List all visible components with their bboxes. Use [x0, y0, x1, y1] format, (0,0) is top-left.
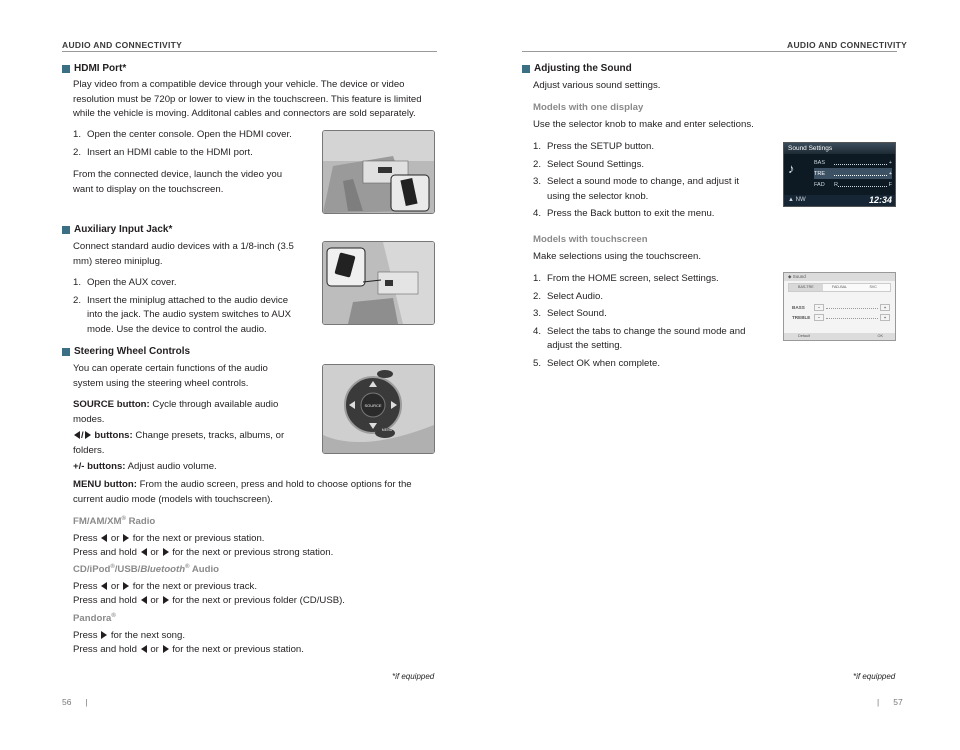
header-rule — [62, 51, 437, 52]
pandora-line-2: Press and hold or for the next or previous station. — [73, 644, 304, 655]
compass-readout: ▲ NW — [788, 197, 806, 203]
list-item: 3. Select Sound. — [533, 308, 607, 319]
list-item: 2. Insert an HDMI cable to the HDMI port. — [73, 146, 253, 158]
back-icon: ◆ — [788, 274, 792, 279]
footnote: *if equipped — [392, 672, 435, 681]
radio-line-2: Press and hold or for the next or previous strong station. — [73, 547, 334, 558]
pandora-line-1: Press for the next song. — [73, 630, 186, 641]
aux-jack-photo — [322, 241, 435, 325]
left-arrow-icon — [74, 431, 80, 439]
list-item: 1. Press the SETUP button. — [533, 141, 655, 152]
screen-title: Sound Settings — [784, 143, 895, 154]
list-item: 2. Select Sound Settings. — [533, 158, 645, 170]
cd-subheading: CD/iPod®/USB/Bluetooth® Audio — [73, 564, 219, 576]
radio-subheading: FM/AM/XM® Radio — [73, 516, 156, 528]
page-header: AUDIO AND CONNECTIVITY — [62, 40, 183, 50]
list-item: TREBLE − + — [792, 312, 890, 322]
list-item: BASS − + — [792, 302, 890, 312]
touchscreen-body: Make selections using the touchscreen. — [533, 251, 701, 262]
list-item: 4. Press the Back button to exit the menu. — [533, 208, 715, 219]
page-number: | 57 — [877, 697, 903, 707]
tab-svc: SVC — [869, 285, 877, 289]
list-item: 3. Select a sound mode to change, and adjust it using the selector knob. — [533, 176, 740, 202]
hdmi-body: Play video from a compatible device through your vehicle. The device or video resolution must be 720p or lower to view in the touchscreen. This feature is limited while the vehicle is moving. Additonal cables and connectors are sold separately. — [73, 79, 422, 119]
right-arrow-icon — [163, 596, 169, 604]
left-arrow-icon — [141, 645, 147, 653]
tab-bas-tre: BAS-TRE — [789, 284, 823, 291]
page-57 — [480, 0, 960, 750]
hdmi-port-photo — [322, 130, 435, 214]
bullet-square-icon — [522, 65, 530, 73]
list-item: TRE + — [814, 168, 892, 179]
clock: 12:34 — [868, 195, 892, 205]
one-display-subheading: Models with one display — [533, 102, 644, 113]
tab-fad-bal: FAD-BAL — [832, 285, 847, 289]
right-arrow-icon — [163, 645, 169, 653]
touchscreen-subheading: Models with touchscreen — [533, 234, 648, 245]
header-rule — [522, 51, 897, 52]
section-title-steering: Steering Wheel Controls — [62, 346, 190, 357]
volume-buttons-desc: +/- buttons: Adjust audio volume. — [73, 461, 217, 472]
screen-footer — [784, 333, 895, 340]
page-number: 56 | — [62, 697, 88, 707]
menu-button-desc: MENU button: From the audio screen, press and hold to choose options for the current audio mode (models with touchscreen). — [73, 479, 412, 505]
default-button: Default — [798, 334, 811, 338]
steering-body: You can operate certain functions of the audio system using the steering wheel controls. — [73, 363, 268, 389]
one-display-body: Use the selector knob to make and enter selections. — [533, 119, 754, 130]
steering-controls-photo — [322, 364, 435, 454]
cd-line-2: Press and hold or for the next or previous folder (CD/USB). — [73, 595, 345, 606]
right-arrow-icon — [123, 534, 129, 542]
list-item: 2. Select Audio. — [533, 290, 604, 302]
list-item: FAD R F — [814, 181, 892, 188]
section-title-hdmi: HDMI Port* — [62, 63, 126, 74]
bullet-square-icon — [62, 226, 70, 234]
arrow-buttons-desc: / buttons: Change presets, tracks, albums, or folders. — [73, 430, 285, 456]
right-arrow-icon — [163, 548, 169, 556]
left-arrow-icon — [141, 596, 147, 604]
screen-title: ◆ Sound — [784, 273, 895, 281]
hdmi-after: From the connected device, launch the video you want to display on the touchscreen. — [73, 169, 283, 195]
section-title-sound: Adjusting the Sound — [522, 63, 632, 74]
cd-line-1: Press or for the next or previous track. — [73, 581, 257, 592]
bullet-square-icon — [62, 65, 70, 73]
sound-rows — [814, 157, 892, 190]
left-arrow-icon — [141, 548, 147, 556]
aux-steps — [73, 276, 303, 340]
left-arrow-icon — [101, 534, 107, 542]
right-arrow-icon — [123, 582, 129, 590]
list-item: 1. From the HOME screen, select Settings. — [533, 273, 719, 284]
left-arrow-icon — [101, 582, 107, 590]
right-arrow-icon — [101, 631, 107, 639]
hdmi-steps — [73, 128, 313, 163]
page-header: AUDIO AND CONNECTIVITY — [787, 40, 908, 50]
music-note-icon: ♪ — [788, 161, 795, 176]
sound-settings-screen — [783, 142, 896, 207]
list-item: 5. Select OK when complete. — [533, 357, 661, 369]
ok-button: OK — [877, 334, 883, 338]
list-item: 4. Select the tabs to change the sound mode and adjust the setting. — [533, 325, 746, 351]
section-title-aux: Auxiliary Input Jack* — [62, 224, 172, 235]
bullet-square-icon — [62, 348, 70, 356]
touchscreen-steps — [533, 272, 763, 374]
footnote: *if equipped — [853, 672, 896, 681]
screen-status-bar — [784, 195, 895, 206]
list-item: 2. Insert the miniplug attached to the audio device into the jack. The audio system switches to AUX mode. Use the device to control the audio. — [73, 294, 292, 335]
pandora-subheading: Pandora® — [73, 613, 116, 625]
list-item: 1. Open the AUX cover. — [73, 277, 177, 288]
wheel-source-label: SOURCE — [364, 403, 382, 408]
source-button-desc: SOURCE button: Cycle through available audio modes. — [73, 399, 279, 425]
eq-rows — [792, 302, 890, 322]
list-item: 1. Open the center console. Open the HDMI cover. — [73, 129, 292, 140]
sound-intro: Adjust various sound settings. — [533, 80, 661, 91]
radio-line-1: Press or for the next or previous station. — [73, 533, 265, 544]
aux-body: Connect standard audio devices with a 1/8-inch (3.5 mm) stereo miniplug. — [73, 241, 294, 267]
one-display-steps — [533, 140, 758, 225]
right-arrow-icon — [85, 431, 91, 439]
screen-tabs — [788, 283, 891, 292]
list-item: BAS + — [814, 159, 892, 166]
touchscreen-sound-screen — [783, 272, 896, 341]
wheel-menu-label: MENU — [381, 428, 393, 432]
